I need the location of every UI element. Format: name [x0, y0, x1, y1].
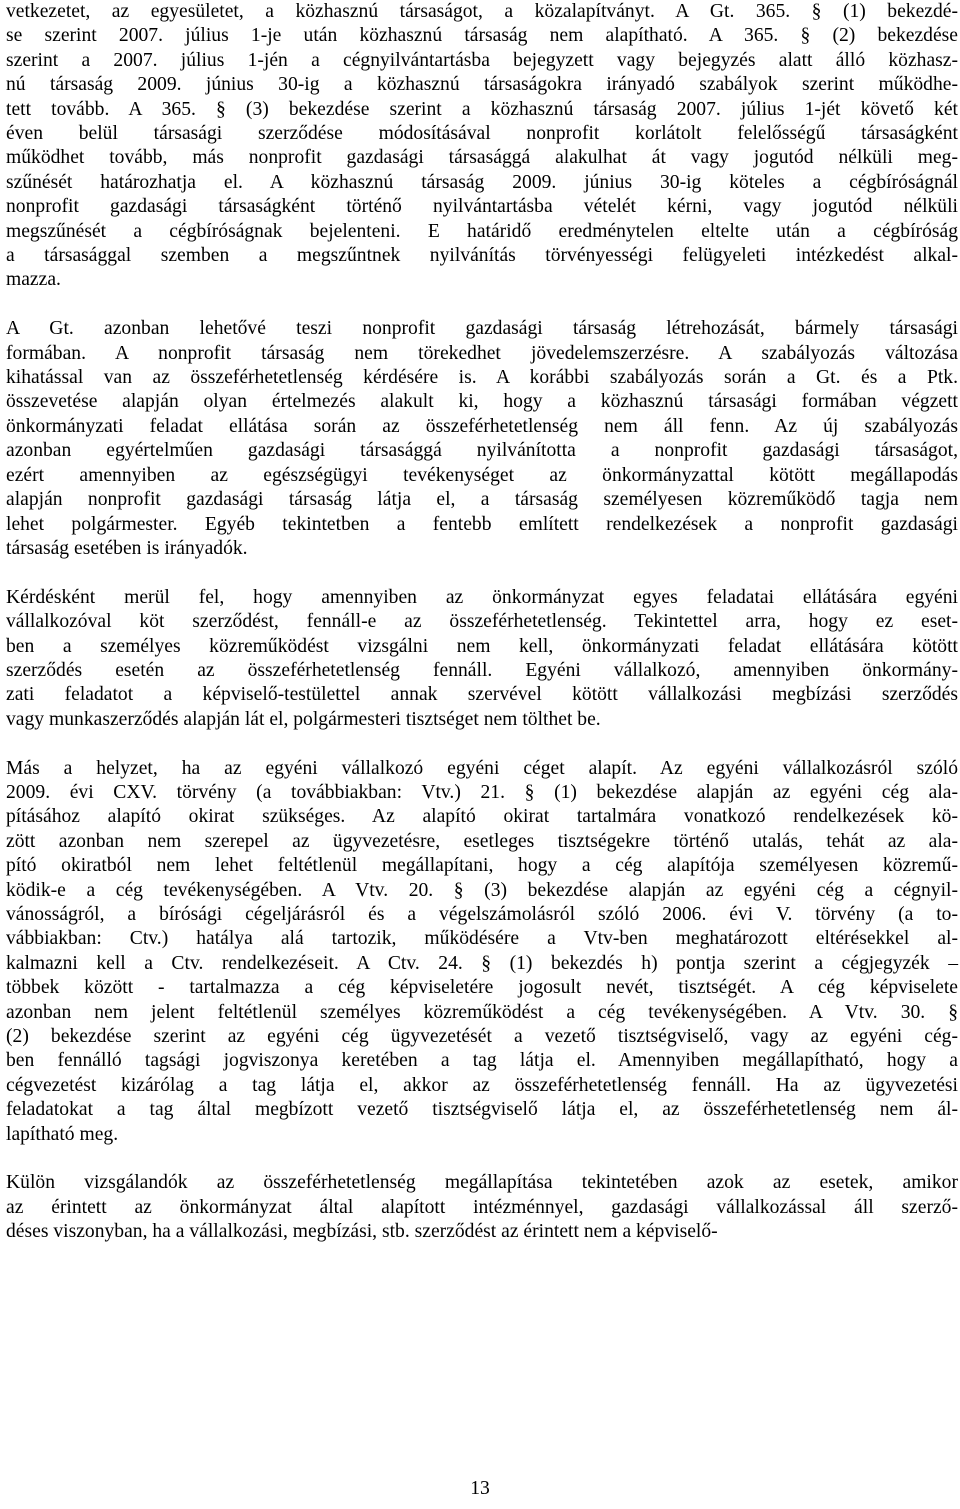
text-line: vetkezetet, az egyesületet, a közhasznú társaságot, a közalapítványt. A Gt. 365. § (1) bekezdé- [6, 1, 958, 22]
paragraph [6, 586, 958, 732]
paragraph [6, 317, 958, 561]
text-line: kihatással van az összeférhetetlenség kérdésére is. A korábbi szabályozás során a Gt. és a Ptk. [6, 367, 958, 389]
text-line: azonban nem jelent feltétlenül személyes közreműködést a cég tevékenységében. A Vtv. 30. § [6, 1001, 958, 1023]
text-line: társaság esetében is irányadók. [6, 537, 248, 559]
text-line: vagy munkaszerződés alapján lát el, polgármesteri tisztséget nem tölthet be. [6, 708, 601, 730]
text-line: se szerint 2007. július 1-je után közhasznú társaság nem alapítható. A 365. § (2) bekezdése [6, 25, 958, 47]
page-number: 13 [470, 1478, 490, 1499]
text-line: a társasággal szemben a megszűntnek nyilvánítás törvényességi felügyeleti intézkedést alkal- [6, 245, 958, 267]
text-line: önkormányzati feladat ellátása során az összeférhetetlenség nem áll fenn. Az új szabályozás [6, 415, 958, 437]
text-line: kalmazni kell a Ctv. rendelkezéseit. A Ctv. 24. § (1) bekezdés h) pontja szerint a cégjegyzék – [6, 952, 958, 974]
text-line: alapján nonprofit gazdasági társaság látja el, a társaság személyesen közreműködő tagja nem [6, 489, 958, 511]
text-line: feladatokat a tag által megbízott vezető tisztségviselő látja el, az összeférhetetlenség nem ál- [6, 1099, 958, 1121]
text-line: pító okiratból nem lehet feltétlenül megállapítani, hogy a cég alapítója személyesen közremű- [6, 855, 958, 877]
text-line: ködik-e a cég tevékenységében. A Vtv. 20. § (3) bekezdése alapján az egyéni cég a cégnyil- [6, 879, 958, 901]
text-line: működhet tovább, más nonprofit gazdasági társasággá alakulhat át vagy jogutód nélküli meg- [6, 147, 958, 169]
paragraph [6, 0, 958, 293]
paragraph-gap [6, 293, 958, 317]
text-line: mazza. [6, 269, 61, 291]
text-line: (2) bekezdése szerint az egyéni cég ügyvezetését a vezető tisztségviselő, vagy az egyéni cég- [6, 1026, 958, 1048]
paragraph-gap [6, 732, 958, 756]
text-line: vállalkozóval köt szerződést, fennáll-e az összeférhetetlenség. Tekintettel arra, hogy ez eset- [6, 611, 958, 633]
text-line: Más a helyzet, ha az egyéni vállalkozó egyéni céget alapít. Az egyéni vállalkozásról szóló [6, 757, 958, 779]
text-line: lapítható meg. [6, 1123, 119, 1145]
text-line: az érintett az önkormányzat által alapított intézménnyel, gazdasági vállalkozással áll szerző- [6, 1196, 958, 1218]
text-line: tett tovább. A 365. § (3) bekezdése szerint a közhasznú társaság 2007. július 1-jét követő két [6, 98, 958, 120]
text-line: 2009. évi CXV. törvény (a továbbiakban: Vtv.) 21. § (1) bekezdése alapján az egyéni cég ala- [6, 781, 958, 803]
text-line: nú társaság 2009. június 30-ig a közhasznú társaságokra irányadó szabályok szerint működhe- [6, 74, 958, 96]
text-line: többek között - tartalmazza a cég képviseletére jogosult nevét, tisztségét. A cég képviselete [6, 977, 958, 999]
text-line: szerint a 2007. július 1-jén a cégnyilvántartásba bejegyzett vagy bejegyzés alatt álló közhasz- [6, 49, 958, 71]
text-line: A Gt. azonban lehetővé teszi nonprofit gazdasági társaság létrehozását, bármely társasági [6, 318, 958, 340]
text-line: azonban egyértelműen gazdasági társasággá nyilvánította a nonprofit gazdasági társaságot, [6, 440, 958, 462]
text-line: Kérdésként merül fel, hogy amennyiben az önkormányzat egyes feladatai ellátására egyéni [6, 586, 958, 608]
text-line: formában. A nonprofit társaság nem törekedhet jövedelemszerzésre. A szabályozás változása [6, 342, 958, 364]
paragraph [6, 757, 958, 1148]
text-line: cégvezetést kizárólag a tag látja el, akkor az összeférhetetlenség fennáll. Ha az ügyvezetési [6, 1074, 958, 1096]
paragraph-gap [6, 561, 958, 585]
text-line: vábbiakban: Ctv.) hatálya alá tartozik, működésére a Vtv-ben meghatározott eltérésekkel al- [6, 928, 958, 950]
text-line: ben a személyes közreműködést vizsgálni nem kell, önkormányzati feladat ellátására kötött [6, 635, 958, 657]
text-line: zati feladatot a képviselő-testülettel annak szervével kötött vállalkozási megbízási szerződés [6, 684, 958, 706]
text-line: ezért amennyiben az egészségügyi tevékenységet az önkormányzattal kötött megállapodás [6, 464, 958, 486]
text-line: pításához alapító okirat szükséges. Az alapító okirat tartalmára vonatkozó rendelkezések kö- [6, 806, 958, 828]
text-line: összevetése alapján olyan értelmezés alakult ki, hogy a közhasznú társasági formában végzett [6, 391, 958, 413]
text-line: megszűnését a cégbíróságnak bejelenteni. E határidő eredménytelen eltelte után a cégbíróság [6, 220, 958, 242]
text-line: vánosságról, a bírósági cégeljárásról és a végelszámolásról szóló 2006. évi V. törvény (a to- [6, 903, 958, 925]
text-line: szűnését határozhatja el. A közhasznú társaság 2009. június 30-ig köteles a cégbíróságnál [6, 171, 958, 193]
text-line: szerződés esetén az összeférhetetlenség fennáll. Egyéni vállalkozó, amennyiben önkormány- [6, 659, 958, 681]
paragraph-gap [6, 1147, 958, 1171]
document-body [6, 0, 958, 1245]
text-line: Külön vizsgálandók az összeférhetetlenség megállapítása tekintetében azok az esetek, amikor [6, 1172, 958, 1194]
text-line: ben fennálló tagsági jogviszonya keretében a tag látja el. Amennyiben megállapítható, hogy a [6, 1050, 958, 1072]
text-line: éven belül társasági szerződése módosításával nonprofit korlátolt felelősségű társaságként [6, 123, 958, 145]
text-line: nonprofit gazdasági társaságként történő nyilvántartásba vételét kérni, vagy jogutód nélküli [6, 196, 958, 218]
text-line: lehet polgármester. Egyéb tekintetben a fentebb említett rendelkezések a nonprofit gazdasági [6, 513, 958, 535]
text-line: zött azonban nem szerepel az ügyvezetésre, esetleges tisztségekre történő utalás, tehát az ala- [6, 830, 958, 852]
text-line: déses viszonyban, ha a vállalkozási, megbízási, stb. szerződést az érintett nem a képviselő- [6, 1221, 718, 1243]
paragraph [6, 1171, 958, 1244]
